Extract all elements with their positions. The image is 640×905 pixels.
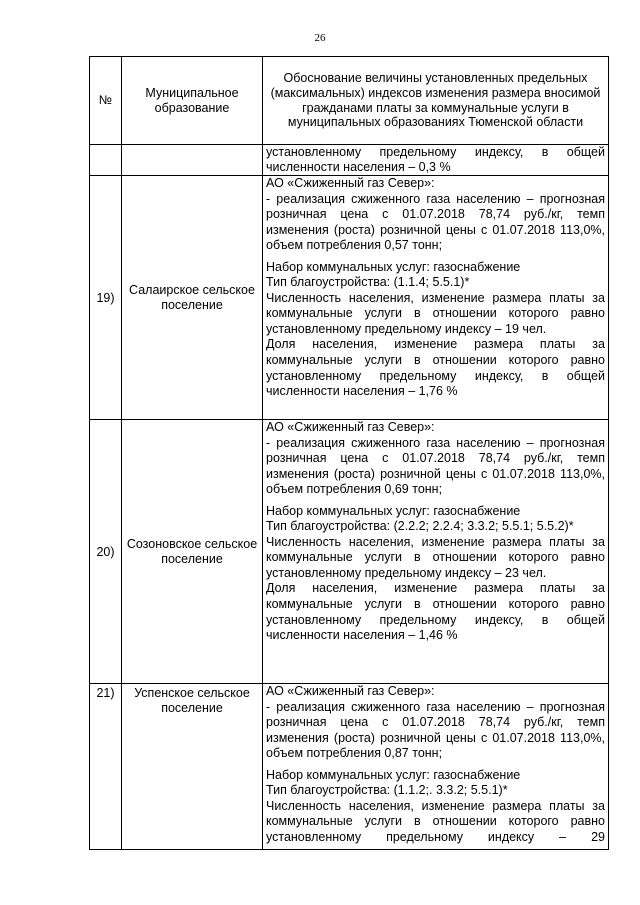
population-count: Численность населения, изменение размера платы за коммунальные услуги в отношении которого равно установленному предельному индексу – 23 чел. [266, 534, 605, 580]
continuation-text [263, 145, 609, 176]
supply-description: - реализация сжиженного газа населению – прогнозная розничная цена с 01.07.2018 78,74 руб./кг, темп изменения (роста) розничной цены с 01.07.2018 113,0%, объем потребления 0,57 тонн; [266, 191, 605, 253]
row-number: 19) [90, 176, 122, 420]
justification-text [263, 176, 609, 420]
justification-text [263, 420, 609, 684]
table-row [90, 420, 609, 684]
improvement-type: Тип благоустройства: (1.1.4; 5.5.1)* [266, 275, 470, 290]
header-municipality: Муниципальное образование [122, 57, 263, 145]
service-set: Набор коммунальных услуг: газоснабжение [266, 259, 521, 274]
improvement-type: Тип благоустройства: (2.2.2; 2.2.4; 3.3.2; 5.5.1; 5.5.2)* [266, 519, 574, 534]
header-justification: Обоснование величины установленных предельных (максимальных) индексов изменения размера вносимой гражданами платы за коммунальные услуги в муниципальных образованиях Тюменской области [263, 57, 609, 145]
municipality-name: Созоновское сельское поселение [122, 420, 263, 684]
supplier-name: АО «Сжиженный газ Север»: [266, 684, 435, 698]
table-row [90, 684, 609, 850]
service-set: Набор коммунальных услуг: газоснабжение [266, 767, 521, 782]
municipality-name: Салаирское сельское поселение [122, 176, 263, 420]
continuation-line-1: установленному предельному индексу, в общей [266, 145, 605, 159]
continuation-line-2: численности населения – 0,3 % [266, 160, 451, 174]
population-share: Доля населения, изменение размера платы за коммунальные услуги в отношении которого равно установленному предельному индексу, в общей численности населения – 1,46 % [266, 581, 605, 643]
page-number: 26 [314, 32, 326, 44]
supply-description: - реализация сжиженного газа населению – прогнозная розничная цена с 01.07.2018 78,74 руб./кг, темп изменения (роста) розничной цены с 01.07.2018 113,0%, объем потребления 0,87 тонн; [266, 699, 605, 761]
supplier-name: АО «Сжиженный газ Север»: [266, 420, 435, 434]
population-share: Доля населения, изменение размера платы за коммунальные услуги в отношении которого равно установленному предельному индексу, в общей численности населения – 1,76 % [266, 337, 605, 399]
supplier-name: АО «Сжиженный газ Север»: [266, 176, 435, 190]
continuation-municipality-cell [122, 145, 263, 176]
index-justification-table [89, 56, 609, 850]
municipality-name: Успенское сельское поселение [122, 684, 263, 850]
table-header-row [90, 57, 609, 145]
table-row [90, 176, 609, 420]
population-count: Численность населения, изменение размера платы за коммунальные услуги в отношении которого равно установленному предельному индексу – 29 [266, 798, 605, 844]
improvement-type: Тип благоустройства: (1.1.2;. 3.3.2; 5.5.1)* [266, 783, 508, 798]
row-number: 20) [90, 420, 122, 684]
header-num: № [90, 57, 122, 145]
continuation-row [90, 145, 609, 176]
row-number: 21) [90, 684, 122, 850]
population-count: Численность населения, изменение размера платы за коммунальные услуги в отношении которого равно установленному предельному индексу – 19 чел. [266, 290, 605, 336]
service-set: Набор коммунальных услуг: газоснабжение [266, 503, 521, 518]
justification-text [263, 684, 609, 850]
supply-description: - реализация сжиженного газа населению – прогнозная розничная цена с 01.07.2018 78,74 руб./кг, темп изменения (роста) розничной цены с 01.07.2018 113,0%, объем потребления 0,69 тонн; [266, 435, 605, 497]
continuation-num-cell [90, 145, 122, 176]
